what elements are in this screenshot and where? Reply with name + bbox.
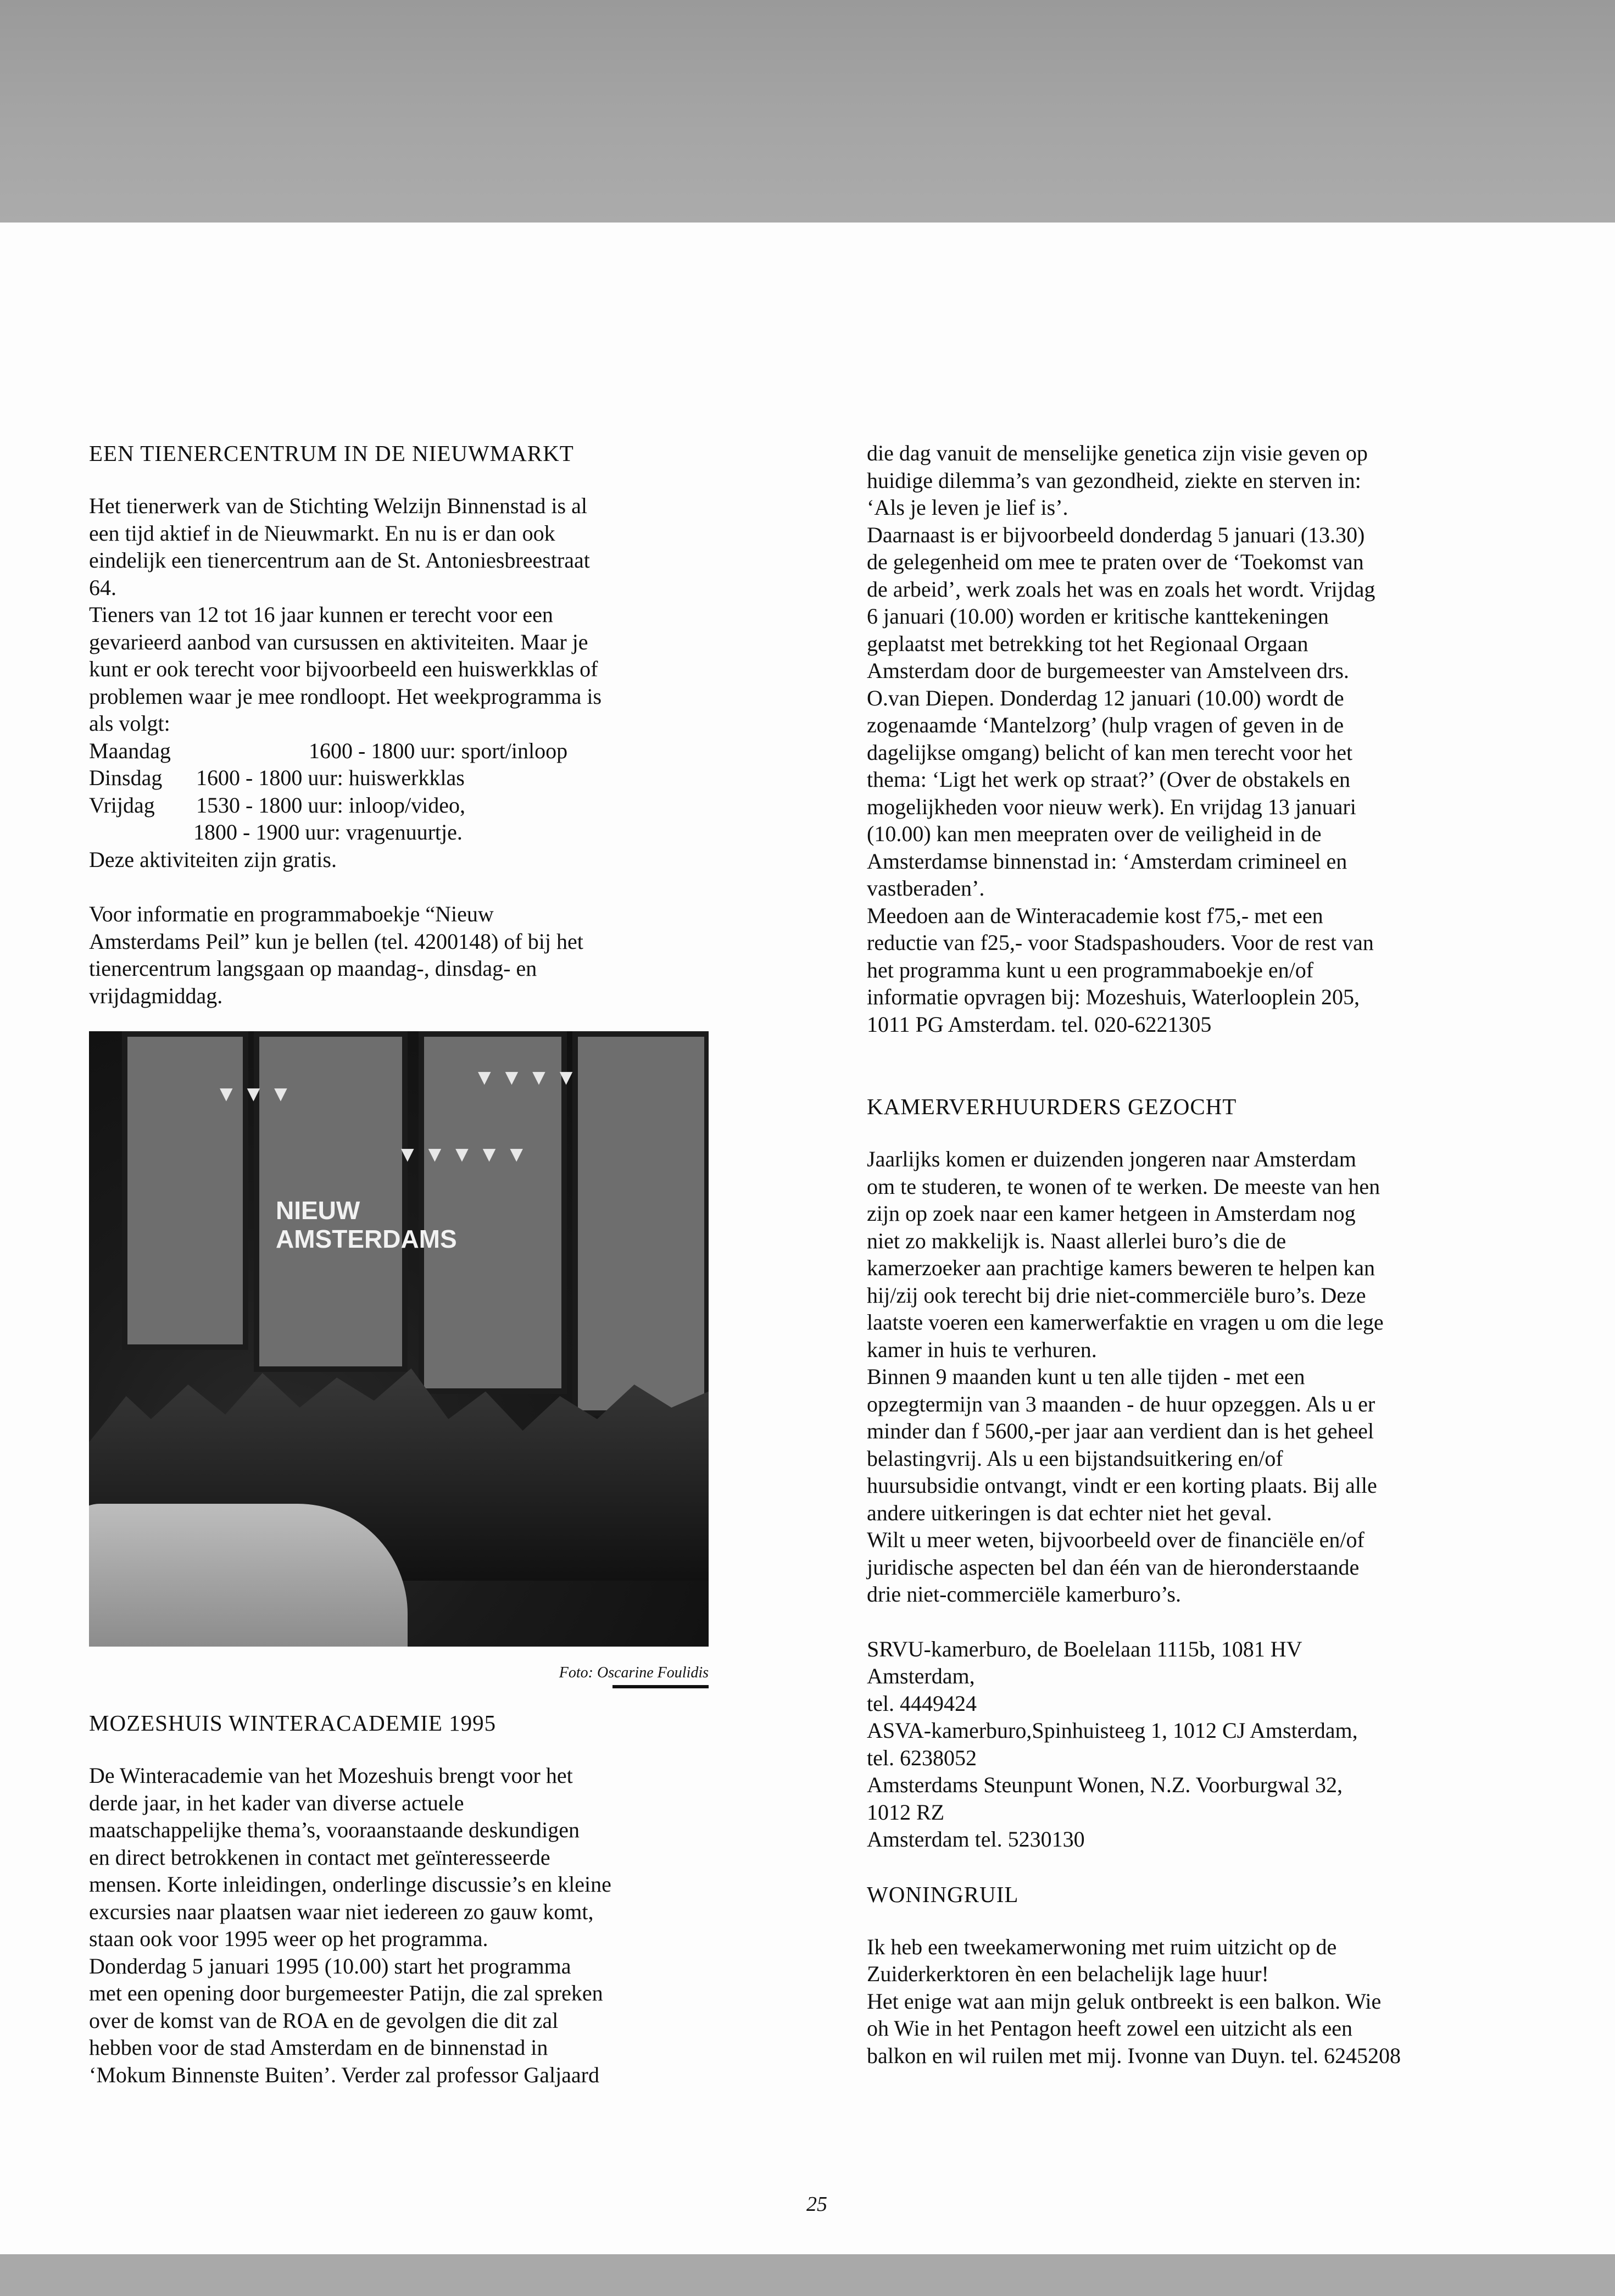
kamerburo-addresses: SRVU-kamerburo, de Boelelaan 1115b, 1081 HV Amsterdam, tel. 4449424 ASVA-kamerburo,Spinhuisteeg 1, 1012 CJ Amsterdam, tel. 6238052 Amsterdams Steunpunt Wonen, N.Z. Voorburgwal 32, 1012 RZ Amsterdam tel. 5230130 xyxy=(867,1636,1358,1852)
photo-credit xyxy=(89,1664,709,1682)
left-column xyxy=(89,440,715,2088)
kamerverhuurders-heading: KAMERVERHUURDERS GEZOCHT xyxy=(867,1094,1237,1119)
photo-car xyxy=(89,1504,408,1647)
nieuw-amsterdams-sign: NIEUW AMSTERDAMS xyxy=(276,1196,457,1253)
schedule-row-monday xyxy=(89,737,715,765)
schedule-row-tuesday xyxy=(89,764,715,792)
event-photo xyxy=(89,1031,709,1647)
schedule-row-friday-extra xyxy=(89,819,715,846)
woningruil-heading: WONINGRUIL xyxy=(867,1881,1019,1907)
tienercentrum-info: Voor informatie en programmaboekje “Nieuw Amsterdams Peil” kun je bellen (tel. 4200148) of bij het tienercentrum langsgaan op maandag-, dinsdag- en vrijdagmiddag. xyxy=(89,902,583,1008)
winteracademie-heading: MOZESHUIS WINTERACADEMIE 1995 xyxy=(89,1710,497,1736)
photo-window xyxy=(572,1031,709,1416)
winteracademie-continued: die dag vanuit de menselijke genetica zijn visie geven op huidige dilemma’s van gezondheid, ziekte en sterven in: ‘Als je leven je lief is’. Daarnaast is er bijvoorbeeld donderdag 5 januari (13.30) de gelegenheid om mee te praten over de ‘Toekomst van de arbeid’, werk zoals het was en zoals het wordt. Vrijdag 6 januari (10.00) worden er kritische kanttekeningen geplaatst met betrekking tot het Regionaal Orgaan Amsterdam door de burgemeester van Amstelveen drs. O.van Diepen. Donderdag 12 januari (10.00) wordt de zogenaamde ‘Mantelzorg’ (hulp vragen of geven in de dagelijkse omgang) belicht of kan men terecht voor het thema: ‘Ligt het werk op straat?’ (Over de obstakels en mogelijkheden voor nieuw werk). En vrijdag 13 januari (10.00) kan men meepraten over de veiligheid in de Amsterdamse binnenstad in: ‘Amsterdam crimineel en vastberaden’. Meedoen aan de Winteracademie kost f75,- met een reductie van f25,- voor Stadspashouders. Voor de rest van het programma kunt u een programmaboekje en/of informatie opvragen bij: Mozeshuis, Waterlooplein 205, 1011 PG Amsterdam. tel. 020-6221305 xyxy=(867,441,1375,1037)
bunting-flags: ▼ ▼ ▼ xyxy=(215,1081,292,1106)
right-column xyxy=(867,440,1488,2069)
top-gray-band xyxy=(0,0,1615,223)
tienercentrum-free-note: Deze aktiviteiten zijn gratis. xyxy=(89,847,337,872)
schedule-day: Maandag xyxy=(89,738,171,763)
schedule-time: 1600 - 1800 uur: sport/inloop xyxy=(309,738,568,763)
schedule-time: 1530 - 1800 uur: inloop/video, xyxy=(196,792,465,818)
winteracademie-body: De Winteracademie van het Mozeshuis brengt voor het derde jaar, in het kader van diverse actuele maatschappelijke thema’s, vooraanstaande deskundigen en direct betrokkenen in contact met geïnteresseerde mensen. Korte inleidingen, onderlinge discussie’s en kleine excursies naar plaatsen waar niet iedereen zo gauw komt, staan ook voor 1995 weer op het programma. Donderdag 5 januari 1995 (10.00) start het programma met een opening door burgemeester Patijn, die zal spreken over de komst van de ROA en de gevolgen die dit zal hebben voor de stad Amsterdam en de binnenstad in ‘Mokum Binnenste Buiten’. Verder zal professor Galjaard xyxy=(89,1763,611,2087)
schedule-day: Dinsdag xyxy=(89,765,163,790)
bottom-gray-band xyxy=(0,2254,1615,2296)
kamerverhuurders-body: Jaarlijks komen er duizenden jongeren naar Amsterdam om te studeren, te wonen of te werken. De meeste van hen zijn op zoek naar een kamer hetgeen in Amsterdam nog niet zo makkelijk is. Naast allerlei buro’s die de kamerzoeker aan prachtige kamers beweren te helpen kan hij/zij ook terecht bij drie niet-commerciële buro’s. Deze laatste voeren een kamerwerfaktie en vragen u om die lege kamer in huis te verhuren. Binnen 9 maanden kunt u ten alle tijden - met een opzegtermijn van 3 maanden - de huur opzeggen. Als u er minder dan f 5600,-per jaar aan verdient dan is het geheel belastingvrij. Als u een bijstandsuitkering en/of huursubsidie ontvangt, vindt er een korting plaats. Bij alle andere uitkeringen is dat echter niet het geval. Wilt u meer weten, bijvoorbeeld over de financiële en/of juridische aspecten bel dan één van de hieronderstaande drie niet-commerciële kamerburo’s. xyxy=(867,1147,1384,1606)
photo-credit-text: Foto: Oscarine Foulidis xyxy=(559,1664,709,1681)
schedule-time: 1800 - 1900 uur: vragenuurtje. xyxy=(193,820,463,844)
schedule-row-friday xyxy=(89,792,715,819)
bunting-flags: ▼ ▼ ▼ ▼ ▼ xyxy=(397,1142,527,1166)
woningruil-body: Ik heb een tweekamerwoning met ruim uitzicht op de Zuiderkerktoren èn een belachelijk lage huur! Het enige wat aan mijn geluk ontbreekt is een balkon. Wie oh Wie in het Pentagon heeft zowel een uitzicht als een balkon en wil ruilen met mij. Ivonne van Duyn. tel. 6245208 xyxy=(867,1934,1401,2068)
tienercentrum-heading: EEN TIENERCENTRUM IN DE NIEUWMARKT xyxy=(89,441,574,466)
photo-window xyxy=(122,1031,248,1350)
credit-rule xyxy=(612,1685,709,1688)
schedule-day: Vrijdag xyxy=(89,792,155,818)
tienercentrum-intro: Het tienerwerk van de Stichting Welzijn Binnenstad is al een tijd aktief in de Nieuwmarkt. En nu is er dan ook eindelijk een tienercentrum aan de St. Antoniesbreestraat 64. Tieners van 12 tot 16 jaar kunnen er terecht voor een gevarieerd aanbod van cursussen en aktiviteiten. Maar je kunt er ook terecht voor bijvoorbeeld een huiswerkklas of problemen waar je mee rondloopt. Het weekprogramma is als volgt: xyxy=(89,493,602,736)
schedule-time: 1600 - 1800 uur: huiswerkklas xyxy=(196,765,465,790)
page-number: 25 xyxy=(806,2193,827,2216)
bunting-flags: ▼ ▼ ▼ ▼ xyxy=(474,1065,577,1089)
week-schedule xyxy=(89,737,715,846)
